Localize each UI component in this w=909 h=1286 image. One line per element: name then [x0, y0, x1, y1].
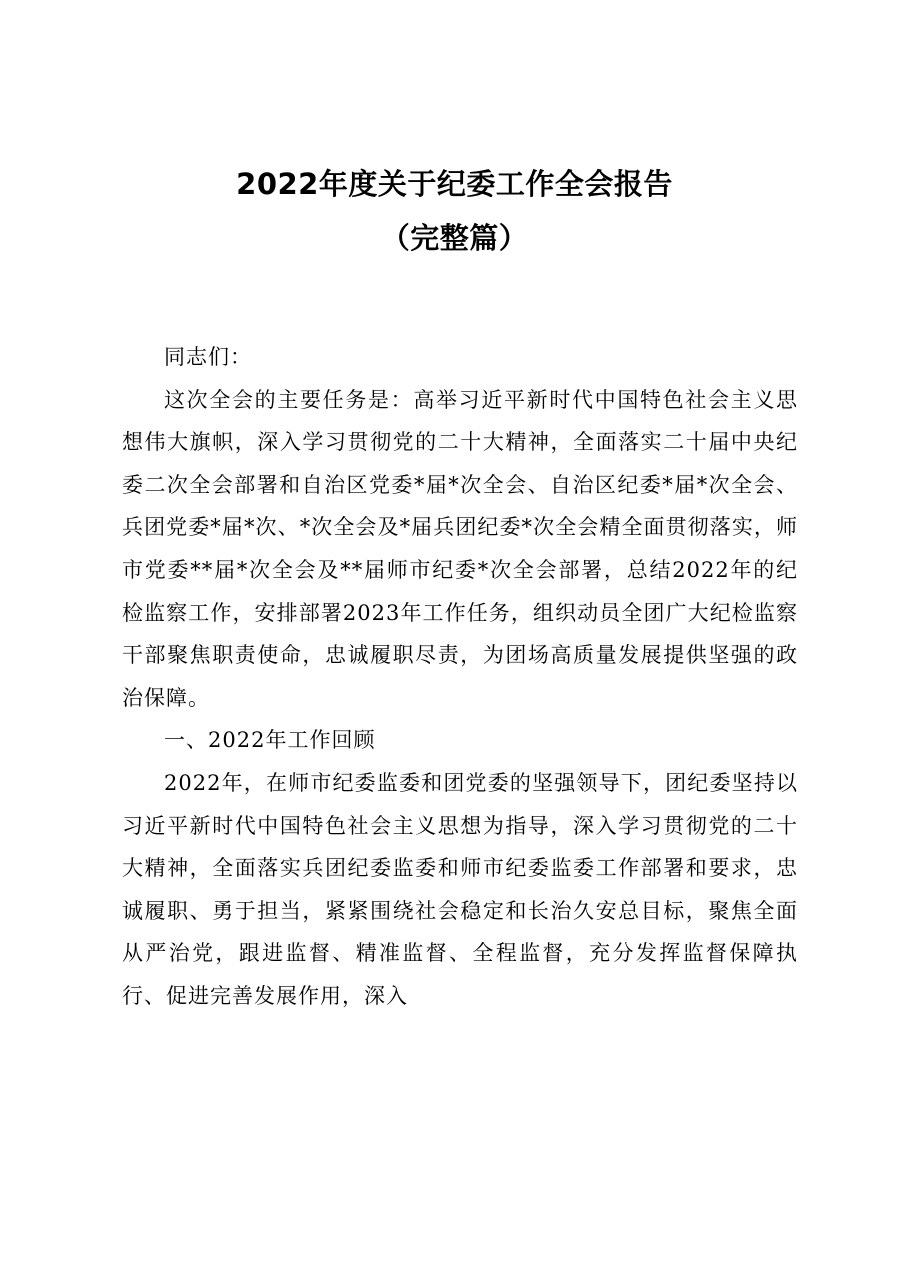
document-subtitle: （完整篇）: [380, 221, 529, 255]
section-heading-review: 一、2022年工作回顾: [164, 728, 376, 753]
paragraph-review: 2022年，在师市纪委监委和团党委的坚强领导下，团纪委坚持以习近平新时代中国特色社会主义思想为指导，深入学习贯彻党的二十大精神，全面落实兵团纪委监委和师市纪委监委工作部署和要求，忠诚履职、勇于担当，紧紧围绕社会稳定和长治久安总目标，聚焦全面从严治党，跟进监督、精准监督、全程监督，充分发挥监督保障执行、促进完善发展作用，深入: [122, 770, 798, 1008]
salutation: 同志们：: [164, 345, 252, 369]
document-title: 2022年度关于纪委工作全会报告: [236, 167, 673, 201]
document-body: [122, 336, 798, 1018]
paragraph-intro: 这次全会的主要任务是：高举习近平新时代中国特色社会主义思想伟大旗帜，深入学习贯彻党的二十大精神，全面落实二十届中央纪委二次全会部署和自治区党委*届*次全会、自治区纪委*届*次全会、兵团党委*届*次、*次全会及*届兵团纪委*次全会精全面贯彻落实，师市党委**届*次全会及**届师市纪委*次全会部署，总结2022年的纪检监察工作，安排部署2023年工作任务，组织动员全团广大纪检监察干部聚焦职责使命，忠诚履职尽责，为团场高质量发展提供坚强的政治保障。: [122, 387, 798, 710]
